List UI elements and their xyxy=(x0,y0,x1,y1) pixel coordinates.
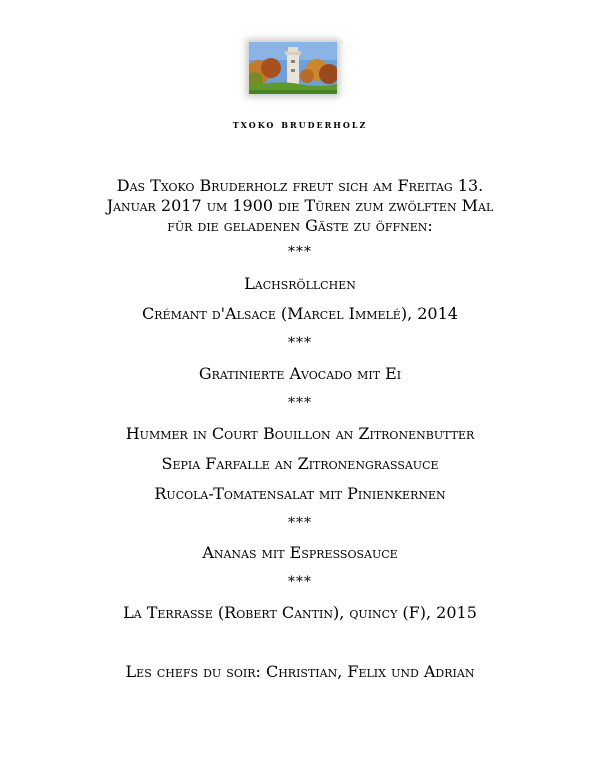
separator: *** xyxy=(288,244,312,260)
course-lobster: Hummer in Court Bouillon an Zitronenbutter xyxy=(125,424,475,443)
lighthouse-tower-image xyxy=(249,42,337,94)
separator: *** xyxy=(288,515,312,531)
dessert-pineapple: Ananas mit Espressosauce xyxy=(202,543,398,562)
chefs-line: Les chefs du soir: Christian, Felix und Adrian xyxy=(125,662,475,681)
course-salmon-rolls: Lachsröllchen xyxy=(244,274,356,293)
course-sepia-farfalle: Sepia Farfalle an Zitronengrassauce xyxy=(161,454,439,473)
separator: *** xyxy=(288,335,312,351)
separator: *** xyxy=(288,574,312,590)
intro-line-1: Das Txoko Bruderholz freut sich am Freitag 13. xyxy=(116,176,484,195)
separator: *** xyxy=(288,395,312,411)
intro-line-3: für die geladenen Gäste zu öffnen: xyxy=(167,216,433,235)
restaurant-name: txoko bruderholz xyxy=(232,118,368,131)
wine-la-terrasse: La Terrasse (Robert Cantin), quincy (F), 2015 xyxy=(123,603,477,622)
course-rucola-salad: Rucola-Tomatensalat mit Pinienkernen xyxy=(154,484,446,503)
course-avocado: Gratinierte Avocado mit Ei xyxy=(198,364,402,383)
intro-line-2: Januar 2017 um 1900 die Türen zum zwölften Mal xyxy=(106,196,494,215)
wine-cremant: Crémant d'Alsace (Marcel Immelé), 2014 xyxy=(142,304,458,323)
